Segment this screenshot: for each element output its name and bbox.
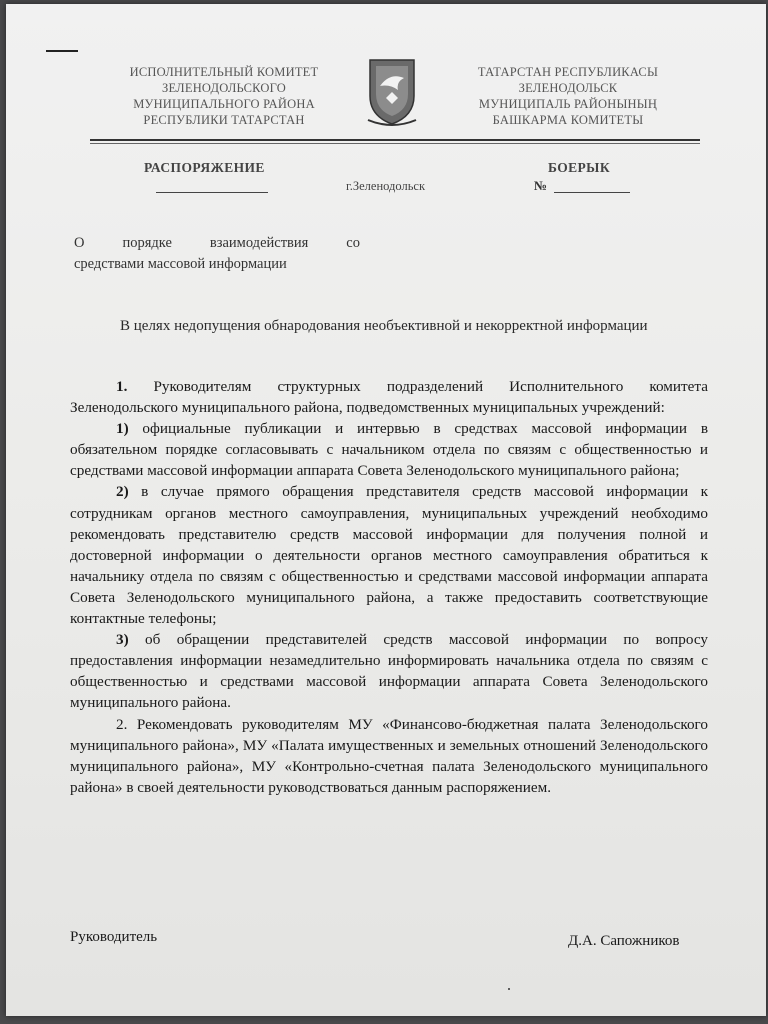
header-left-line: ИСПОЛНИТЕЛЬНЫЙ КОМИТЕТ [129, 65, 319, 79]
date-blank-line [156, 192, 268, 193]
item-text: Руководителям структурных подразделений Исполнительного комитета Зеленодольского муниципального района, подведомственных муниципальных учреждений: [70, 378, 708, 417]
header-left-russian [94, 64, 354, 128]
paper-speck [508, 988, 510, 990]
corner-mark [46, 50, 78, 52]
document-page [6, 4, 766, 1016]
item-paragraph [70, 714, 708, 798]
subject-line: О порядке взаимодействия со [74, 235, 360, 251]
header-right-line: ЗЕЛЕНОДОЛЬСК [518, 81, 618, 95]
subject-line: средствами массовой информации [74, 256, 287, 272]
document-kind-tt: БОЕРЫК [548, 160, 611, 175]
header-left-line: ЗЕЛЕНОДОЛЬСКОГО [162, 81, 286, 95]
header-rule-thin [90, 143, 700, 144]
item-number: 2) [116, 483, 129, 501]
header-right-line: БАШКАРМА КОМИТЕТЫ [492, 113, 644, 127]
item-text: об обращении представителей средств массовой информации по вопросу предоставления информации незамедлительно информировать начальника отдела по связям с общественностью и средствами массовой информации аппарата Совета Зеленодольского муниципального района. [70, 631, 708, 712]
header-right-line: ТАТАРСТАН РЕСПУБЛИКАСЫ [477, 65, 659, 79]
number-sign: № [534, 178, 548, 193]
city-label: г.Зеленодольск [346, 179, 426, 193]
item-text: официальные публикации и интервью в средствах массовой информации в обязательном порядке согласовывать с начальником отдела по связям с общественностью и средствами массовой информации аппарата Совета Зеленодольского муниципального района; [70, 420, 708, 480]
header-right-tatar [438, 64, 698, 128]
header-right-line: МУНИЦИПАЛЬ РАЙОНЫНЫҢ [478, 97, 658, 111]
item-number: 3) [116, 631, 129, 649]
number-blank-line [554, 192, 630, 193]
header-left-line: МУНИЦИПАЛЬНОГО РАЙОНА [133, 97, 315, 111]
header-left-line: РЕСПУБЛИКИ ТАТАРСТАН [143, 113, 305, 127]
preamble: В целях недопущения обнародования необъективной и некорректной информации [120, 318, 648, 334]
item-number: 1) [116, 420, 129, 438]
header-rule-thick [90, 139, 700, 141]
item-paragraph [70, 376, 708, 418]
item-paragraph [70, 481, 708, 629]
item-paragraph [70, 418, 708, 481]
document-body [70, 376, 708, 798]
item-number: 1. [116, 378, 128, 395]
item-paragraph [70, 629, 708, 713]
signatory-title: Руководитель [70, 929, 158, 945]
item-text: в случае прямого обращения представителя средств массовой информации к сотрудникам органов местного самоуправления, муниципальных учреждений необходимо рекомендовать представителю средств массовой информации для получения полной и достоверной информации о деятельности органов местного самоуправления обратиться к начальнику отдела по связям с общественностью и средствами массовой информации аппарата Совета Зеленодольского муниципального района, а также предоставить соответствующие контактные телефоны; [70, 483, 708, 628]
item-number: 2. [116, 715, 128, 733]
coat-of-arms-icon [360, 56, 424, 128]
signatory-name: Д.А. Сапожников [568, 933, 680, 949]
document-kind-ru: РАСПОРЯЖЕНИЕ [144, 160, 265, 175]
document-subject [74, 233, 360, 275]
item-text: Рекомендовать руководителям МУ «Финансово-бюджетная палата Зеленодольского муниципального района», МУ «Палата имущественных и земельных отношений Зеленодольского муниципального района», МУ «Контрольно-счетная палата Зеленодольского муниципального района» в своей деятельности руководствоваться данным распоряжением. [70, 715, 708, 796]
